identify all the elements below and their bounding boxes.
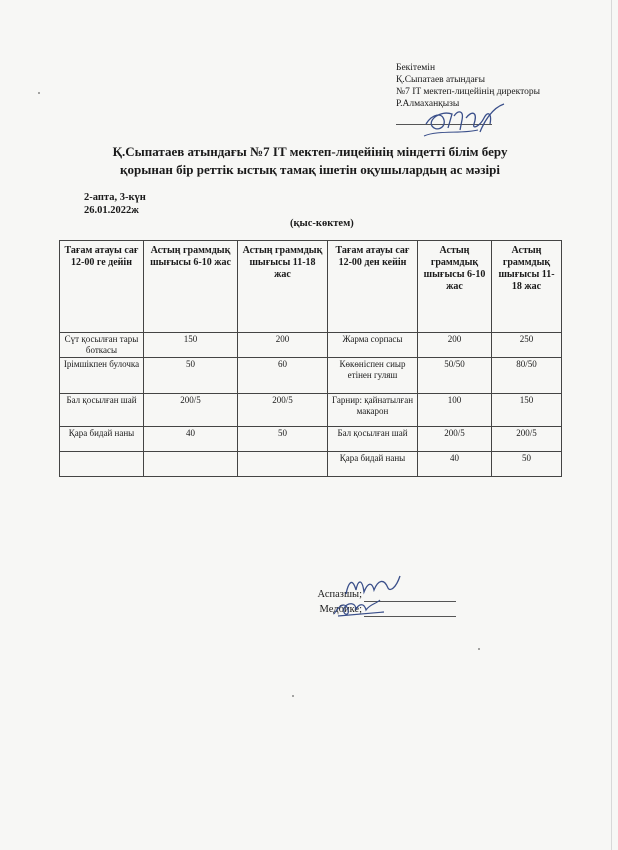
table-cell: 200/5 <box>238 394 328 427</box>
table-cell: 200/5 <box>492 427 562 452</box>
header-cell: Тағам атауы сағ 12-00 ге дейін <box>60 241 144 333</box>
table-cell <box>238 452 328 477</box>
table-cell: 150 <box>144 333 238 358</box>
table-row <box>60 394 562 427</box>
cook-label: Аспазшы; <box>317 589 362 600</box>
table-cell: 60 <box>238 358 328 394</box>
table-cell: 50 <box>492 452 562 477</box>
table-cell: 150 <box>492 394 562 427</box>
table-row <box>60 333 562 358</box>
table-cell: Ірімшікпен булочка <box>60 358 144 394</box>
table-cell: 40 <box>144 427 238 452</box>
header-cell: Астың граммдық шығысы 6-10 жас <box>418 241 492 333</box>
table-cell: 50 <box>238 427 328 452</box>
meta-block <box>84 191 146 217</box>
header-cell: Астың граммдық шығысы 11-18 жас <box>238 241 328 333</box>
date: 26.01.2022ж <box>84 205 139 216</box>
table-cell: 200/5 <box>144 394 238 427</box>
director-signature <box>418 96 508 140</box>
table-row <box>60 427 562 452</box>
table-cell: Жарма сорпасы <box>328 333 418 358</box>
header-cell: Астың граммдық шығысы 6-10 жас <box>144 241 238 333</box>
scan-speck <box>292 695 294 697</box>
approval-line-2: Қ.Сыпатаев атындағы <box>396 75 485 85</box>
table-header-row <box>60 241 562 333</box>
header-cell: Тағам атауы сағ 12-00 ден кейін <box>328 241 418 333</box>
table-cell: 200 <box>238 333 328 358</box>
scan-edge <box>611 0 612 850</box>
season-label: (қыс-көктем) <box>290 218 354 229</box>
header-cell: Астың граммдық шығысы 11-18 жас <box>492 241 562 333</box>
approval-line-3: №7 IT мектеп-лицейінің директоры <box>396 87 541 97</box>
table-cell: Бал қосылған шай <box>60 394 144 427</box>
table-row <box>60 452 562 477</box>
table-cell: 200 <box>418 333 492 358</box>
title-line-1: Қ.Сыпатаев атындағы №7 IT мектеп-лицейінің міндетті білім беру <box>112 144 508 159</box>
menu-table <box>59 240 562 477</box>
week-day: 2-апта, 3-күн <box>84 192 146 203</box>
table-cell: Көкөніспен сиыр етінен гуляш <box>328 358 418 394</box>
table-cell: Қара бидай наны <box>60 427 144 452</box>
table-cell: Сүт қосылған тары боткасы <box>60 333 144 358</box>
table-cell: Қара бидай наны <box>328 452 418 477</box>
table-cell: 250 <box>492 333 562 358</box>
table-cell: Бал қосылған шай <box>328 427 418 452</box>
scan-speck <box>478 648 480 650</box>
nurse-signature <box>330 596 390 620</box>
table-cell <box>144 452 238 477</box>
table-cell: 50 <box>144 358 238 394</box>
table-cell: Гарнир: қайнатылған макарон <box>328 394 418 427</box>
scan-speck <box>38 92 40 94</box>
approval-line-4: Р.Алмаханқызы <box>396 99 460 109</box>
table-cell <box>60 452 144 477</box>
table-cell: 80/50 <box>492 358 562 394</box>
table-cell: 40 <box>418 452 492 477</box>
nurse-label: Медбике; <box>319 604 362 615</box>
table-cell: 100 <box>418 394 492 427</box>
approval-line-1: Бекітемін <box>396 63 436 73</box>
table-cell: 50/50 <box>418 358 492 394</box>
document-title <box>60 143 560 179</box>
table-row <box>60 358 562 394</box>
title-line-2: қорынан бір реттік ыстық тамақ ішетін оқушылардың ас мәзірі <box>120 162 500 177</box>
table-cell: 200/5 <box>418 427 492 452</box>
